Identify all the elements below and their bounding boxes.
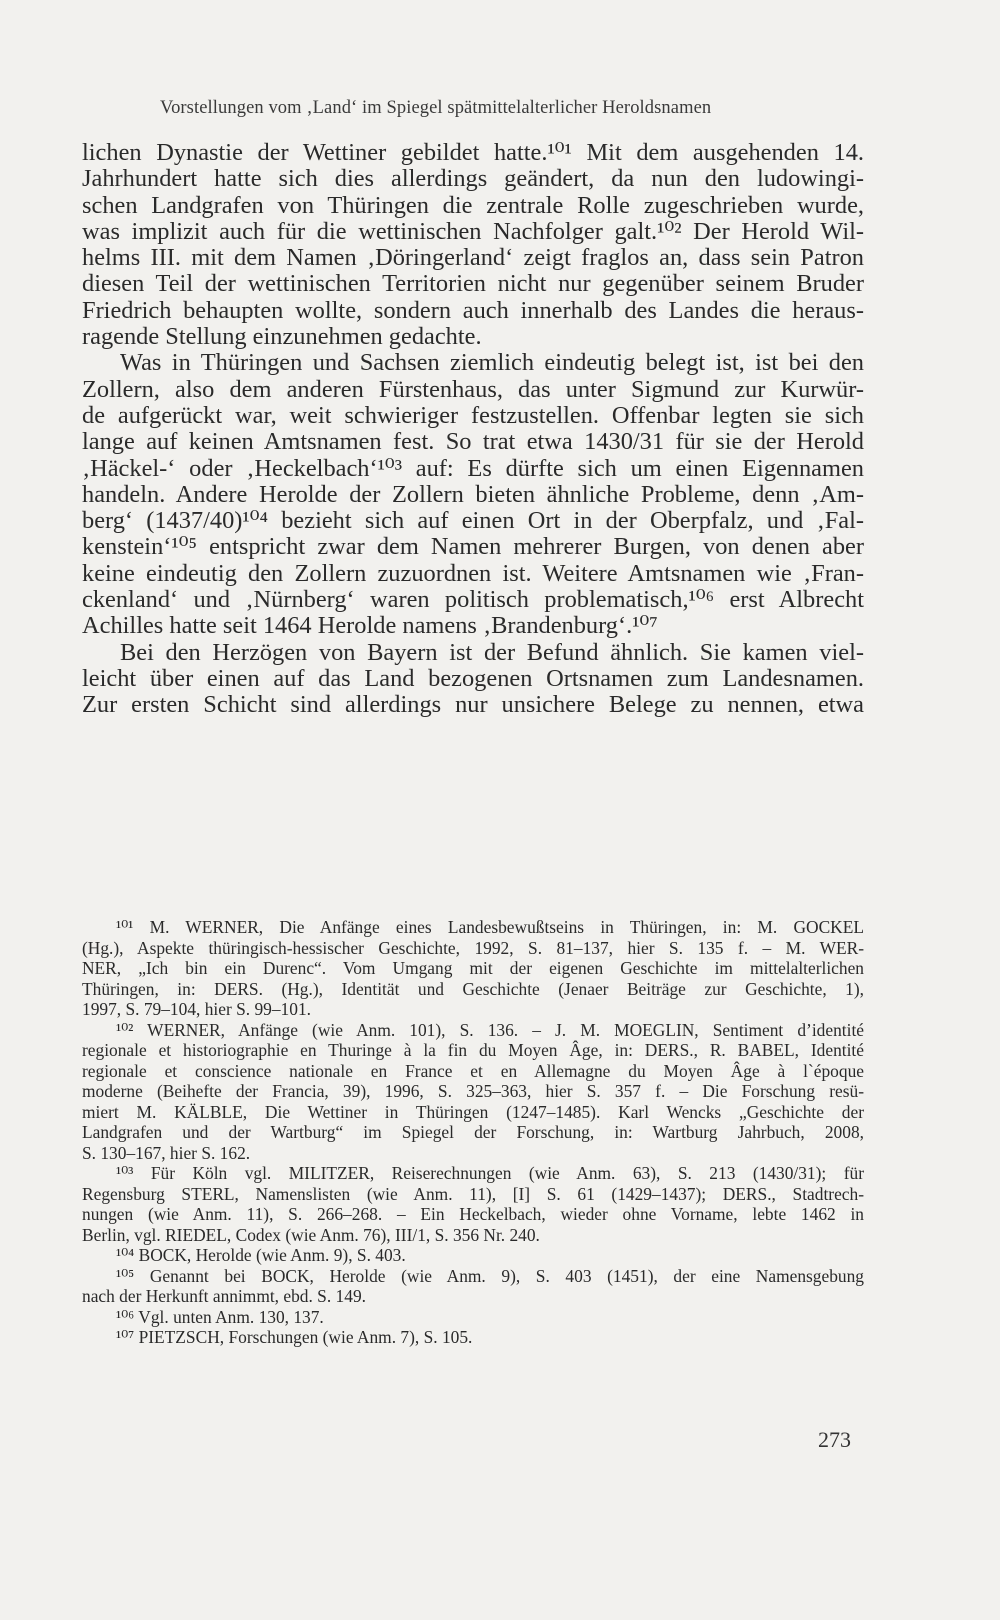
body-line: Zur ersten Schicht sind allerdings nur unsichere Belege zu nennen, etwa [82, 691, 864, 719]
body-line: keine eindeutig den Zollern zuzuordnen ist. Weitere Amtsnamen wie ‚Fran- [82, 559, 864, 587]
footnote-line: Landgrafen und der Wartburg“ im Spiegel der Forschung, in: Wartburg Jahrbuch, 2008, [82, 1122, 864, 1142]
body-line: ragende Stellung einzunehmen gedachte. [82, 323, 482, 351]
footnote-line: nungen (wie Anm. 11), S. 266–268. – Ein Heckelbach, wieder ohne Vorname, lebte 1462 in [82, 1204, 864, 1224]
footnote-line: Berlin, vgl. RIEDEL, Codex (wie Anm. 76), III/1, S. 356 Nr. 240. [82, 1224, 540, 1245]
footnote-line: miert M. KÄLBLE, Die Wettiner in Thüringen (1247–1485). Karl Wencks „Geschichte der [82, 1101, 864, 1122]
body-line: Jahrhundert hatte sich dies allerdings geändert, da nun den ludowingi- [82, 165, 864, 193]
footnote-line: Thüringen, in: DERS. (Hg.), Identität und Geschichte (Jenaer Beiträge zur Geschichte, 1), [82, 978, 864, 999]
body-line: was implizit auch für die wettinischen Nachfolger galt.¹⁰² Der Herold Wil- [82, 217, 864, 245]
footnotes [82, 917, 864, 1348]
footnote-line: ¹⁰⁷ PIETZSCH, Forschungen (wie Anm. 7), S. 105. [116, 1327, 473, 1347]
footnote-line: regionale et conscience nationale en France et en Allemagne du Moyen Âge à l`époque [82, 1060, 864, 1081]
footnote-line: ¹⁰³ Für Köln vgl. MILITZER, Reiserechnungen (wie Anm. 63), S. 213 (1430/31); für [116, 1163, 864, 1183]
body-line: Zollern, also dem anderen Fürstenhaus, das unter Sigmund zur Kurwür- [82, 375, 864, 403]
footnote-line: ¹⁰⁵ Genannt bei BOCK, Herolde (wie Anm. 9), S. 403 (1451), der eine Namensgebung [116, 1265, 864, 1286]
body-line: schen Landgrafen von Thüringen die zentrale Rolle zugeschrieben wurde, [82, 191, 864, 219]
footnote-line: 1997, S. 79–104, hier S. 99–101. [82, 999, 311, 1019]
body-line: berg‘ (1437/40)¹⁰⁴ bezieht sich auf einen Ort in der Oberpfalz, und ‚Fal- [82, 507, 864, 535]
body-line: ckenland‘ und ‚Nürnberg‘ waren politisch problematisch,¹⁰⁶ erst Albrecht [82, 586, 864, 614]
footnote-line: ¹⁰² WERNER, Anfänge (wie Anm. 101), S. 136. – J. M. MOEGLIN, Sentiment d’identité [116, 1019, 864, 1040]
page-number: 273 [818, 1427, 851, 1452]
footnote-line: ¹⁰⁶ Vgl. unten Anm. 130, 137. [116, 1306, 324, 1327]
body-line: Was in Thüringen und Sachsen ziemlich eindeutig belegt ist, ist bei den [120, 349, 864, 377]
running-head: Vorstellungen vom ‚Land‘ im Spiegel spätmittelalterlicher Heroldsnamen [160, 98, 712, 118]
footnote-line: ¹⁰⁴ BOCK, Herolde (wie Anm. 9), S. 403. [116, 1245, 406, 1265]
footnote-line: nach der Herkunft annimmt, ebd. S. 149. [82, 1286, 366, 1306]
body-line: lange auf keinen Amtsnamen fest. So trat etwa 1430/31 für sie der Herold [82, 428, 864, 456]
footnote-line: regionale et historiographie en Thuringe à la fin du Moyen Âge, in: DERS., R. BABEL, Identité [82, 1040, 864, 1060]
body-line: lichen Dynastie der Wettiner gebildet hatte.¹⁰¹ Mit dem ausgehenden 14. [82, 139, 864, 166]
footnote-line: (Hg.), Aspekte thüringisch-hessischer Geschichte, 1992, S. 81–137, hier S. 135 f. – M. WER- [82, 937, 864, 958]
body-line: Friedrich behaupten wollte, sondern auch innerhalb des Landes die heraus- [82, 296, 864, 324]
body-line: de aufgerückt war, weit schwieriger festzustellen. Offenbar legten sie sich [82, 401, 864, 429]
body-line: diesen Teil der wettinischen Territorien nicht nur gegenüber seinem Bruder [82, 270, 864, 298]
footnote-line: NER, „Ich bin ein Durenc“. Vom Umgang mit der eigenen Geschichte im mittelalterlichen [82, 958, 864, 978]
body-line: leicht über einen auf das Land bezogenen Ortsnamen zum Landesnamen. [82, 664, 864, 692]
body-line: ‚Häckel-‘ oder ‚Heckelbach‘¹⁰³ auf: Es dürfte sich um einen Eigennamen [82, 454, 864, 482]
footnote-line: S. 130–167, hier S. 162. [82, 1142, 251, 1163]
footnote-line: Regensburg STERL, Namenslisten (wie Anm. 11), [I] S. 61 (1429–1437); DERS., Stadtrech- [82, 1183, 864, 1204]
footnote-line: ¹⁰¹ M. WERNER, Die Anfänge eines Landesbewußtseins in Thüringen, in: M. GOCKEL [116, 917, 864, 937]
body-line: kenstein‘¹⁰⁵ entspricht zwar dem Namen mehrerer Burgen, von denen aber [82, 533, 864, 561]
body-line: handeln. Andere Herolde der Zollern bieten ähnliche Probleme, denn ‚Am- [82, 480, 864, 508]
body-line: helms III. mit dem Namen ‚Döringerland‘ zeigt fraglos an, dass sein Patron [82, 244, 864, 272]
footnote-line: moderne (Beihefte der Francia, 39), 1996, S. 325–363, hier S. 357 f. – Die Forschung resü- [82, 1081, 864, 1101]
main-text [82, 140, 864, 719]
body-line: Achilles hatte seit 1464 Herolde namens ‚Brandenburg‘.¹⁰⁷ [82, 612, 658, 640]
body-line: Bei den Herzögen von Bayern ist der Befund ähnlich. Sie kamen viel- [120, 638, 864, 666]
